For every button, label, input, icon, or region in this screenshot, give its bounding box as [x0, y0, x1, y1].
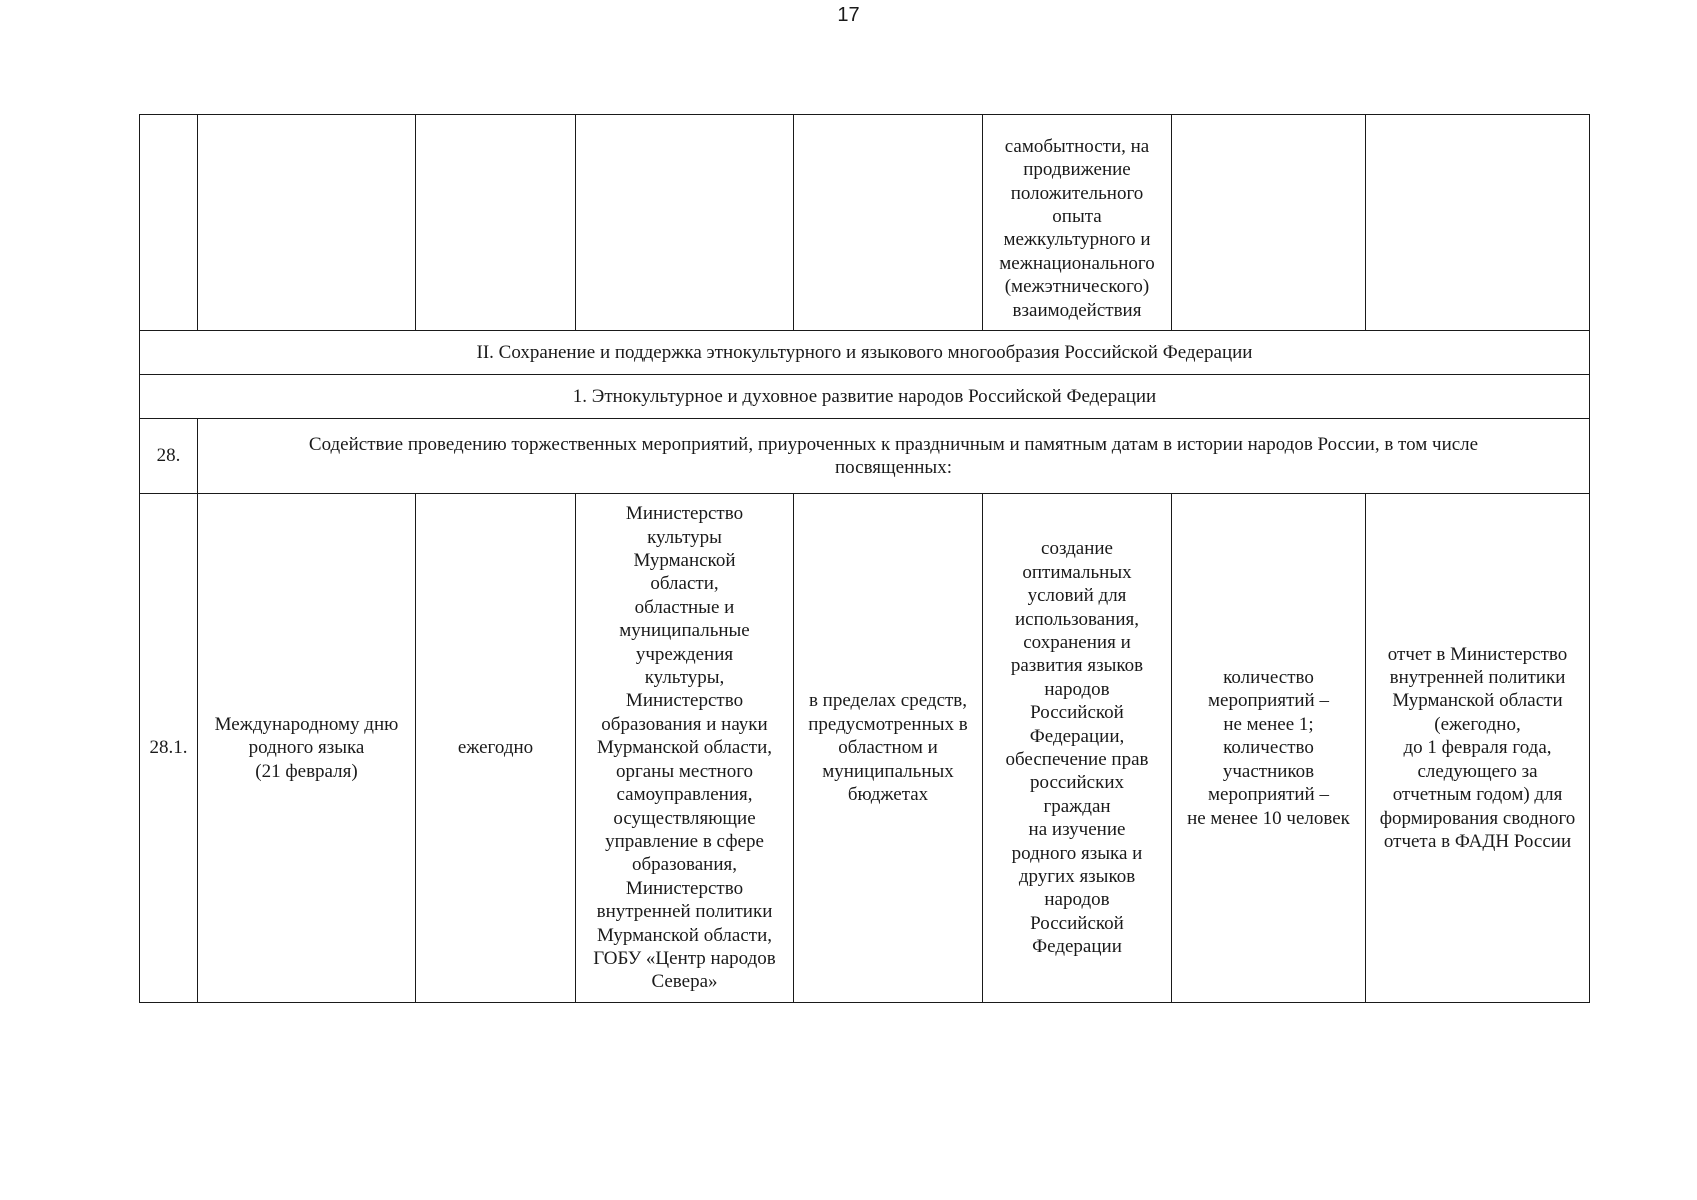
period-cell: ежегодно — [416, 494, 576, 1003]
item-number-cell: 28. — [140, 419, 198, 494]
indicators-cell: количество мероприятий – не менее 1; количество участников мероприятий – не менее 10 человек — [1172, 494, 1366, 1003]
page-number: 17 — [837, 4, 860, 26]
item-text-cell: Содействие проведению торжественных мероприятий, приуроченных к праздничным и памятным датам в истории народов России, в том числе посвященных: — [198, 419, 1590, 494]
executors-cell: Министерство культуры Мурманской области, областные и муниципальные учреждения культуры, Министерство образования и науки Мурманской области, органы местного самоуправления, осуществляющие управление в сфере образования, Министерство внутренней политики Мурманской области, ГОБУ «Центр народов Севера» — [576, 494, 794, 1003]
table-row-subsection — [140, 375, 1590, 419]
table-row-item-28-1 — [140, 494, 1590, 1003]
continuation-goal-cell: самобытности, на продвижение положительного опыта межкультурного и межнационального (межэтнического) взаимодействия — [983, 115, 1172, 331]
table-row-continuation — [140, 115, 1590, 331]
subsection-heading: 1. Этнокультурное и духовное развитие народов Российской Федерации — [140, 375, 1590, 419]
cell-empty — [1172, 115, 1366, 331]
cell-empty — [198, 115, 416, 331]
subitem-number-cell: 28.1. — [140, 494, 198, 1003]
action-plan-table — [139, 114, 1590, 1003]
cell-empty — [576, 115, 794, 331]
reporting-cell: отчет в Министерство внутренней политики Мурманской области (ежегодно, до 1 февраля года, следующего за отчетным годом) для формирования сводного отчета в ФАДН России — [1366, 494, 1590, 1003]
table-row-item-28 — [140, 419, 1590, 494]
section-heading: II. Сохранение и поддержка этнокультурного и языкового многообразия Российской Федерации — [140, 331, 1590, 375]
goal-cell: создание оптимальных условий для использования, сохранения и развития языков народов Российской Федерации, обеспечение прав российских граждан на изучение родного языка и других языков народов Российской Федерации — [983, 494, 1172, 1003]
funding-cell: в пределах средств, предусмотренных в областном и муниципальных бюджетах — [794, 494, 983, 1003]
cell-empty — [1366, 115, 1590, 331]
cell-empty — [794, 115, 983, 331]
cell-empty — [416, 115, 576, 331]
cell-empty — [140, 115, 198, 331]
table-row-section — [140, 331, 1590, 375]
event-cell: Международному дню родного языка (21 февраля) — [198, 494, 416, 1003]
